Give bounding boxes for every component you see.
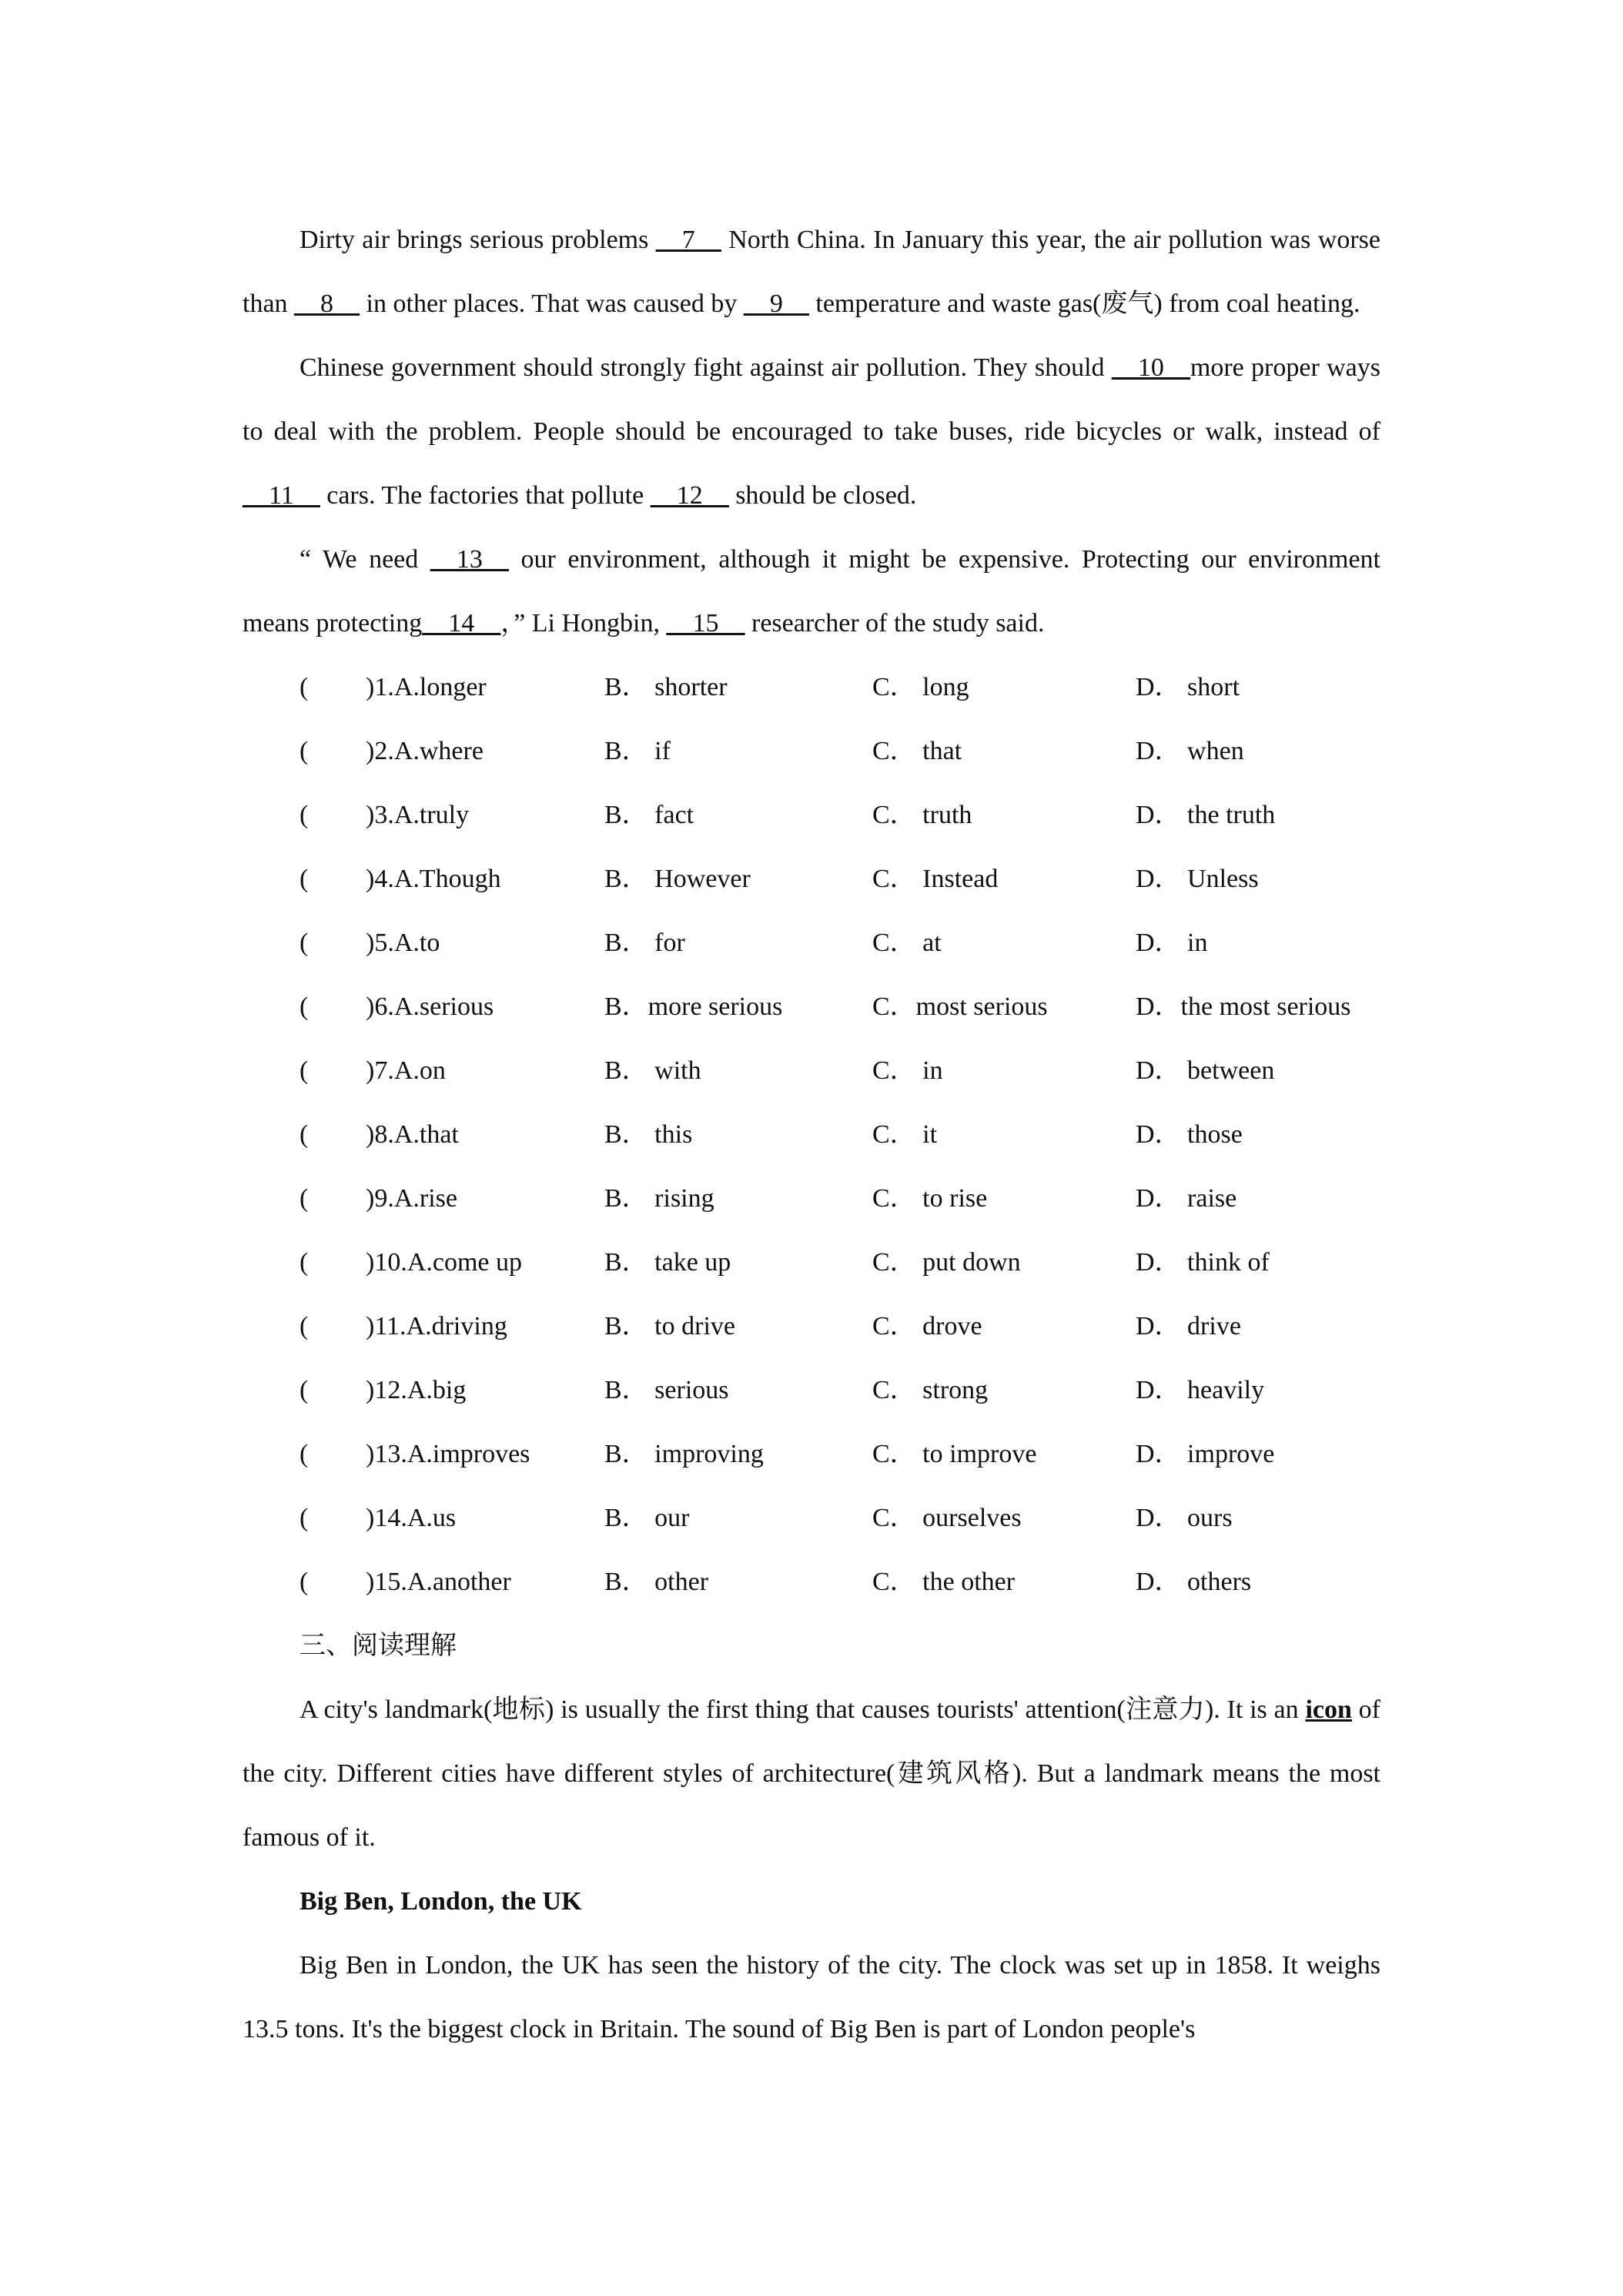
- passage-paragraph-1: [243, 208, 1380, 336]
- option-d: D． between: [1136, 1056, 1275, 1085]
- option-c: C． to improve: [872, 1440, 1037, 1468]
- reading-paragraph-2: Big Ben in London, the UK has seen the history of the city. The clock was set up in 1858. It weighs 13.5 tons. It's the biggest clock in Britain. The sound of Big Ben is part of London people's: [243, 1951, 1380, 2043]
- option-c: C． at: [872, 929, 942, 957]
- option-b: B． serious: [604, 1376, 729, 1404]
- text-run: Dirty air brings serious problems: [300, 226, 656, 254]
- text-run: cars. The factories that pollute: [320, 481, 651, 510]
- text-run: North China. In January this year, the air pollution was worse than: [243, 226, 1380, 318]
- option-b: B． to drive: [604, 1312, 735, 1340]
- option-c: C． strong: [872, 1376, 989, 1404]
- blank-8: __8__: [294, 290, 360, 318]
- option-c: C． that: [872, 737, 962, 765]
- reading-paragraph-1: [243, 1678, 1380, 1869]
- question-row: [243, 911, 1380, 975]
- option-a: )2.A.where: [366, 737, 484, 765]
- emphasized-word: icon: [1305, 1695, 1352, 1724]
- text-run: temperature and waste gas(废气) from coal heating.: [808, 290, 1360, 318]
- option-d: D． others: [1136, 1568, 1252, 1596]
- option-d: D． drive: [1136, 1312, 1241, 1340]
- blank-12: __12__: [650, 481, 729, 510]
- section-heading: 三、阅读理解: [300, 1632, 457, 1660]
- question-row: [243, 1166, 1380, 1230]
- answer-paren: (: [300, 929, 309, 957]
- answer-paren: (: [300, 865, 309, 893]
- option-b: B． fact: [604, 801, 694, 829]
- blank-10: __10__: [1111, 353, 1190, 382]
- text-run: “ We need: [300, 545, 430, 574]
- question-row: [243, 1358, 1380, 1422]
- option-a: )13.A.improves: [366, 1440, 530, 1468]
- question-row: [243, 1422, 1380, 1486]
- option-d: D． Unless: [1136, 865, 1259, 893]
- option-a: )11.A.driving: [366, 1312, 507, 1340]
- option-c: C． Instead: [872, 865, 999, 893]
- text-run: should be closed.: [728, 481, 917, 510]
- answer-paren: (: [300, 1312, 309, 1340]
- option-b: B． our: [604, 1504, 690, 1532]
- text-run: A city's landmark(地标) is usually the first thing that causes tourists' attention(注意力). It is an: [300, 1695, 1306, 1724]
- option-d: D． the truth: [1136, 801, 1276, 829]
- answer-paren: (: [300, 737, 309, 765]
- option-c: C．most serious: [872, 992, 1048, 1021]
- option-a: )3.A.truly: [366, 801, 470, 829]
- option-a: )9.A.rise: [366, 1184, 457, 1213]
- option-d: D．the most serious: [1136, 992, 1351, 1021]
- answer-paren: (: [300, 1120, 309, 1149]
- option-b: B． However: [604, 865, 751, 893]
- blank-11: __11__: [243, 481, 320, 510]
- option-c: C． the other: [872, 1568, 1016, 1596]
- option-d: D． raise: [1136, 1184, 1237, 1213]
- blank-15: __15__: [666, 609, 745, 638]
- option-a: )6.A.serious: [366, 992, 494, 1021]
- option-b: B． take up: [604, 1248, 731, 1277]
- option-d: D． short: [1136, 673, 1240, 701]
- text-run: in other places. That was caused by: [360, 290, 744, 318]
- option-d: D． ours: [1136, 1504, 1233, 1532]
- question-row: [243, 655, 1380, 719]
- option-a: )8.A.that: [366, 1120, 459, 1149]
- question-row: [243, 1550, 1380, 1614]
- option-d: D． heavily: [1136, 1376, 1265, 1404]
- option-a: )4.A.Though: [366, 865, 501, 893]
- text-run: ，” Li Hongbin,: [500, 609, 667, 638]
- blank-9: __9__: [743, 290, 809, 318]
- option-b: B． improving: [604, 1440, 764, 1468]
- option-c: C． truth: [872, 801, 972, 829]
- option-a: )1.A.longer: [366, 673, 487, 701]
- question-row: [243, 719, 1380, 783]
- option-b: B． rising: [604, 1184, 714, 1213]
- answer-paren: (: [300, 1184, 309, 1213]
- option-b: B．more serious: [604, 992, 783, 1021]
- option-d: D． in: [1136, 929, 1208, 957]
- option-d: D． improve: [1136, 1440, 1275, 1468]
- question-row: [243, 975, 1380, 1039]
- option-b: B． if: [604, 737, 671, 765]
- answer-paren: (: [300, 673, 309, 701]
- blank-7: __7__: [655, 226, 721, 254]
- option-a: )14.A.us: [366, 1504, 457, 1532]
- option-c: C． to rise: [872, 1184, 988, 1213]
- question-row: [243, 783, 1380, 847]
- option-b: B． this: [604, 1120, 693, 1149]
- option-c: C． put down: [872, 1248, 1021, 1277]
- text-run: of the city. Different cities have different styles of architecture(建筑风格). But a landmark means the most famous of it.: [243, 1695, 1380, 1852]
- answer-paren: (: [300, 1504, 309, 1532]
- option-c: C． drove: [872, 1312, 982, 1340]
- option-b: B． shorter: [604, 673, 728, 701]
- option-d: D． think of: [1136, 1248, 1270, 1277]
- question-row: [243, 1486, 1380, 1550]
- blank-13: __13__: [430, 545, 509, 574]
- option-b: B． for: [604, 929, 685, 957]
- answer-paren: (: [300, 1376, 309, 1404]
- answer-paren: (: [300, 1440, 309, 1468]
- option-b: B． other: [604, 1568, 709, 1596]
- option-c: C． it: [872, 1120, 938, 1149]
- option-d: D． when: [1136, 737, 1244, 765]
- option-a: )7.A.on: [366, 1056, 446, 1085]
- blank-14: __14__: [422, 609, 501, 638]
- passage-paragraph-3: [243, 527, 1380, 655]
- answer-paren: (: [300, 1056, 309, 1085]
- subheading-big-ben: Big Ben, London, the UK: [300, 1887, 582, 1916]
- option-a: )15.A.another: [366, 1568, 511, 1596]
- question-row: [243, 1039, 1380, 1103]
- option-c: C． ourselves: [872, 1504, 1022, 1532]
- question-row: [243, 847, 1380, 911]
- option-d: D． those: [1136, 1120, 1243, 1149]
- answer-paren: (: [300, 801, 309, 829]
- answer-paren: (: [300, 1568, 309, 1596]
- option-a: )12.A.big: [366, 1376, 467, 1404]
- question-row: [243, 1103, 1380, 1166]
- option-a: )10.A.come up: [366, 1248, 523, 1277]
- text-run: our environment, although it might be expensive. Protecting our environment means protecting: [243, 545, 1380, 638]
- option-c: C． in: [872, 1056, 943, 1085]
- cloze-options-list: [243, 655, 1380, 1614]
- option-c: C． long: [872, 673, 969, 701]
- passage-paragraph-2: [243, 336, 1380, 527]
- question-row: [243, 1294, 1380, 1358]
- text-run: more proper ways to deal with the problem. People should be encouraged to take buses, ride bicycles or walk, instead of: [243, 353, 1380, 446]
- text-run: Chinese government should strongly fight against air pollution. They should: [300, 353, 1112, 382]
- answer-paren: (: [300, 992, 309, 1021]
- option-a: )5.A.to: [366, 929, 440, 957]
- option-b: B． with: [604, 1056, 701, 1085]
- text-run: researcher of the study said.: [745, 609, 1045, 638]
- answer-paren: (: [300, 1248, 309, 1277]
- question-row: [243, 1230, 1380, 1294]
